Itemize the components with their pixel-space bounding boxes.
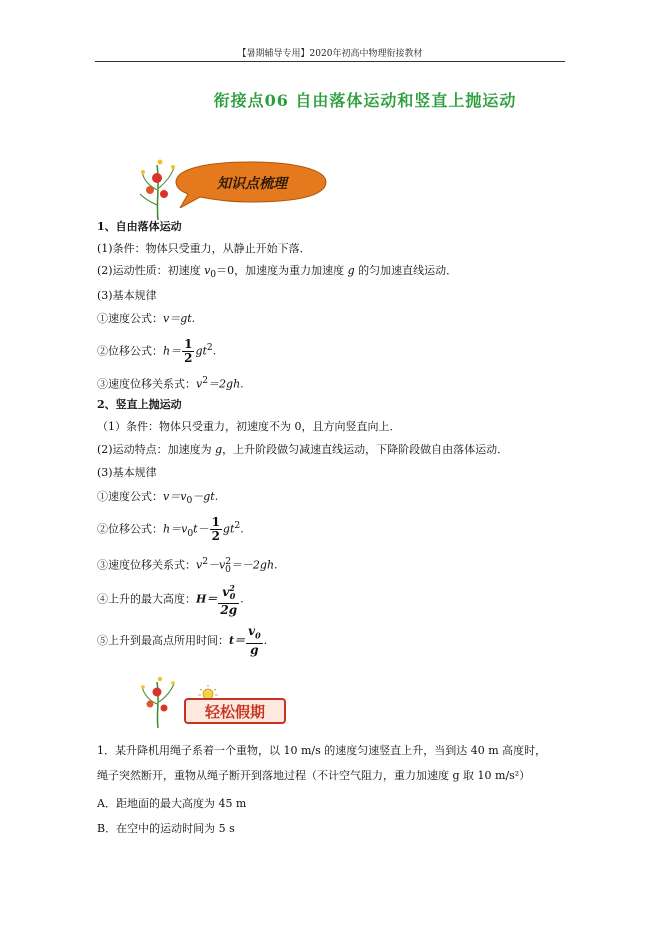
section2-displacement-formula — [97, 512, 244, 548]
sup: 2 — [229, 583, 235, 593]
text: 的匀加速直线运动． — [354, 264, 458, 277]
sup: 2 — [225, 556, 232, 567]
math-g: g — [215, 443, 223, 456]
text: ③速度位移关系式： — [97, 558, 196, 572]
text: . — [240, 522, 244, 536]
section2-velocity-displacement — [97, 555, 278, 577]
text: ，上升阶段做匀减速直线运动，下降阶段做自由落体运动． — [222, 443, 509, 456]
formula: ＝2gh. — [208, 377, 244, 391]
text: . — [212, 344, 217, 358]
sup: 2 — [206, 342, 213, 353]
fraction — [210, 516, 222, 543]
section2-heading: 2、竖直上抛运动 — [97, 398, 182, 411]
holiday-badge — [183, 685, 287, 725]
knowledge-badge — [170, 160, 328, 208]
section2-max-height — [97, 582, 244, 617]
math-g: g — [347, 264, 355, 277]
sub: 0 — [210, 269, 217, 281]
section2-velocity-formula — [97, 490, 218, 508]
formula: v＝gt. — [163, 312, 196, 325]
sup: 2 — [202, 556, 209, 567]
formula: gt — [222, 522, 235, 536]
section2-feature — [97, 443, 508, 457]
section1-displacement-formula — [97, 334, 216, 366]
page-title: 衔接点06 自由落体运动和竖直上抛运动 — [213, 91, 517, 110]
sup: 2 — [234, 520, 241, 531]
option-a: A．距地面的最大高度为 45 m — [97, 797, 247, 810]
section1-velocity-formula — [97, 312, 195, 326]
text: ③速度位移关系式： — [97, 377, 196, 391]
header-divider — [95, 61, 565, 62]
text: ②位移公式： — [97, 344, 163, 358]
fraction — [182, 338, 194, 365]
section1-condition: (1)条件：物体只受重力，从静止开始下落． — [97, 242, 311, 255]
numerator — [246, 625, 263, 643]
option-b: B．在空中的运动时间为 5 s — [97, 822, 235, 835]
text: . — [240, 592, 244, 606]
fraction — [218, 582, 239, 617]
section1-velocity-displacement — [97, 374, 244, 392]
page-header: 【暑期辅导专用】2020年初高中物理衔接教材 — [237, 49, 423, 59]
denominator: 2 — [211, 529, 220, 544]
math-v: v — [204, 264, 211, 277]
numerator-v: v — [222, 585, 230, 599]
text: ②位移公式： — [97, 522, 163, 536]
formula: ＝－2gh. — [230, 558, 278, 572]
formula: －gt. — [192, 490, 219, 503]
problem-stem-line2: 绳子突然断开，重物从绳子断开到落地过程（不计空气阻力，重力加速度 g 取 10 m/s²） — [97, 769, 531, 782]
formula: gt — [195, 344, 207, 358]
formula: h＝v — [163, 522, 188, 536]
denominator: g — [250, 642, 259, 657]
denominator: 2g — [220, 603, 238, 618]
sub: 0 — [186, 495, 193, 507]
sun-icon — [198, 685, 218, 699]
sup: 2 — [202, 375, 209, 386]
formula: t＝ — [229, 634, 246, 647]
problem-stem-line1: 1．某升降机用绳子系着一个重物，以 10 m/s 的速度匀速竖直上升，当到达 40 m 高度时， — [97, 744, 547, 757]
formula: －v — [208, 558, 226, 572]
flower-icon — [138, 672, 178, 728]
formula: v — [196, 558, 203, 572]
formula: h＝ — [163, 344, 182, 358]
numerator: 1 — [184, 337, 193, 352]
text: . — [263, 634, 268, 647]
formula: t－ — [193, 522, 209, 536]
knowledge-badge-label: 知识点梳理 — [217, 176, 287, 192]
sub: 0 — [229, 591, 236, 602]
text: (2)运动特点：加速度为 — [97, 443, 216, 456]
section2-time-to-top — [97, 625, 267, 657]
formula: H＝ — [196, 592, 218, 606]
flower-icon — [138, 150, 178, 220]
numerator — [218, 582, 239, 604]
text: ④上升的最大高度： — [97, 592, 196, 606]
text: ①速度公式： — [97, 490, 163, 503]
section1-heading: 1、自由落体运动 — [97, 220, 182, 233]
text: ①速度公式： — [97, 312, 163, 325]
text: ＝0，加速度为重力加速度 — [216, 264, 348, 277]
denominator: 2 — [184, 351, 193, 366]
section1-property — [97, 264, 457, 282]
text: ⑤上升到最高点所用时间： — [97, 634, 229, 647]
numerator-v: v — [248, 624, 256, 639]
formula: v＝v — [163, 490, 187, 503]
section1-rules-heading: (3)基本规律 — [97, 289, 157, 302]
holiday-badge-label: 轻松假期 — [204, 703, 266, 721]
sub: 0 — [225, 563, 231, 575]
sub: 0 — [255, 630, 261, 641]
text: (2)运动性质：初速度 — [97, 264, 205, 277]
section2-rules-heading: (3)基本规律 — [97, 466, 157, 479]
fraction — [246, 625, 263, 656]
sub: 0 — [187, 527, 194, 539]
section2-condition: （1）条件：物体只受重力，初速度不为 0，且方向竖直向上． — [97, 420, 401, 433]
numerator: 1 — [211, 515, 220, 530]
formula: v — [196, 377, 203, 391]
